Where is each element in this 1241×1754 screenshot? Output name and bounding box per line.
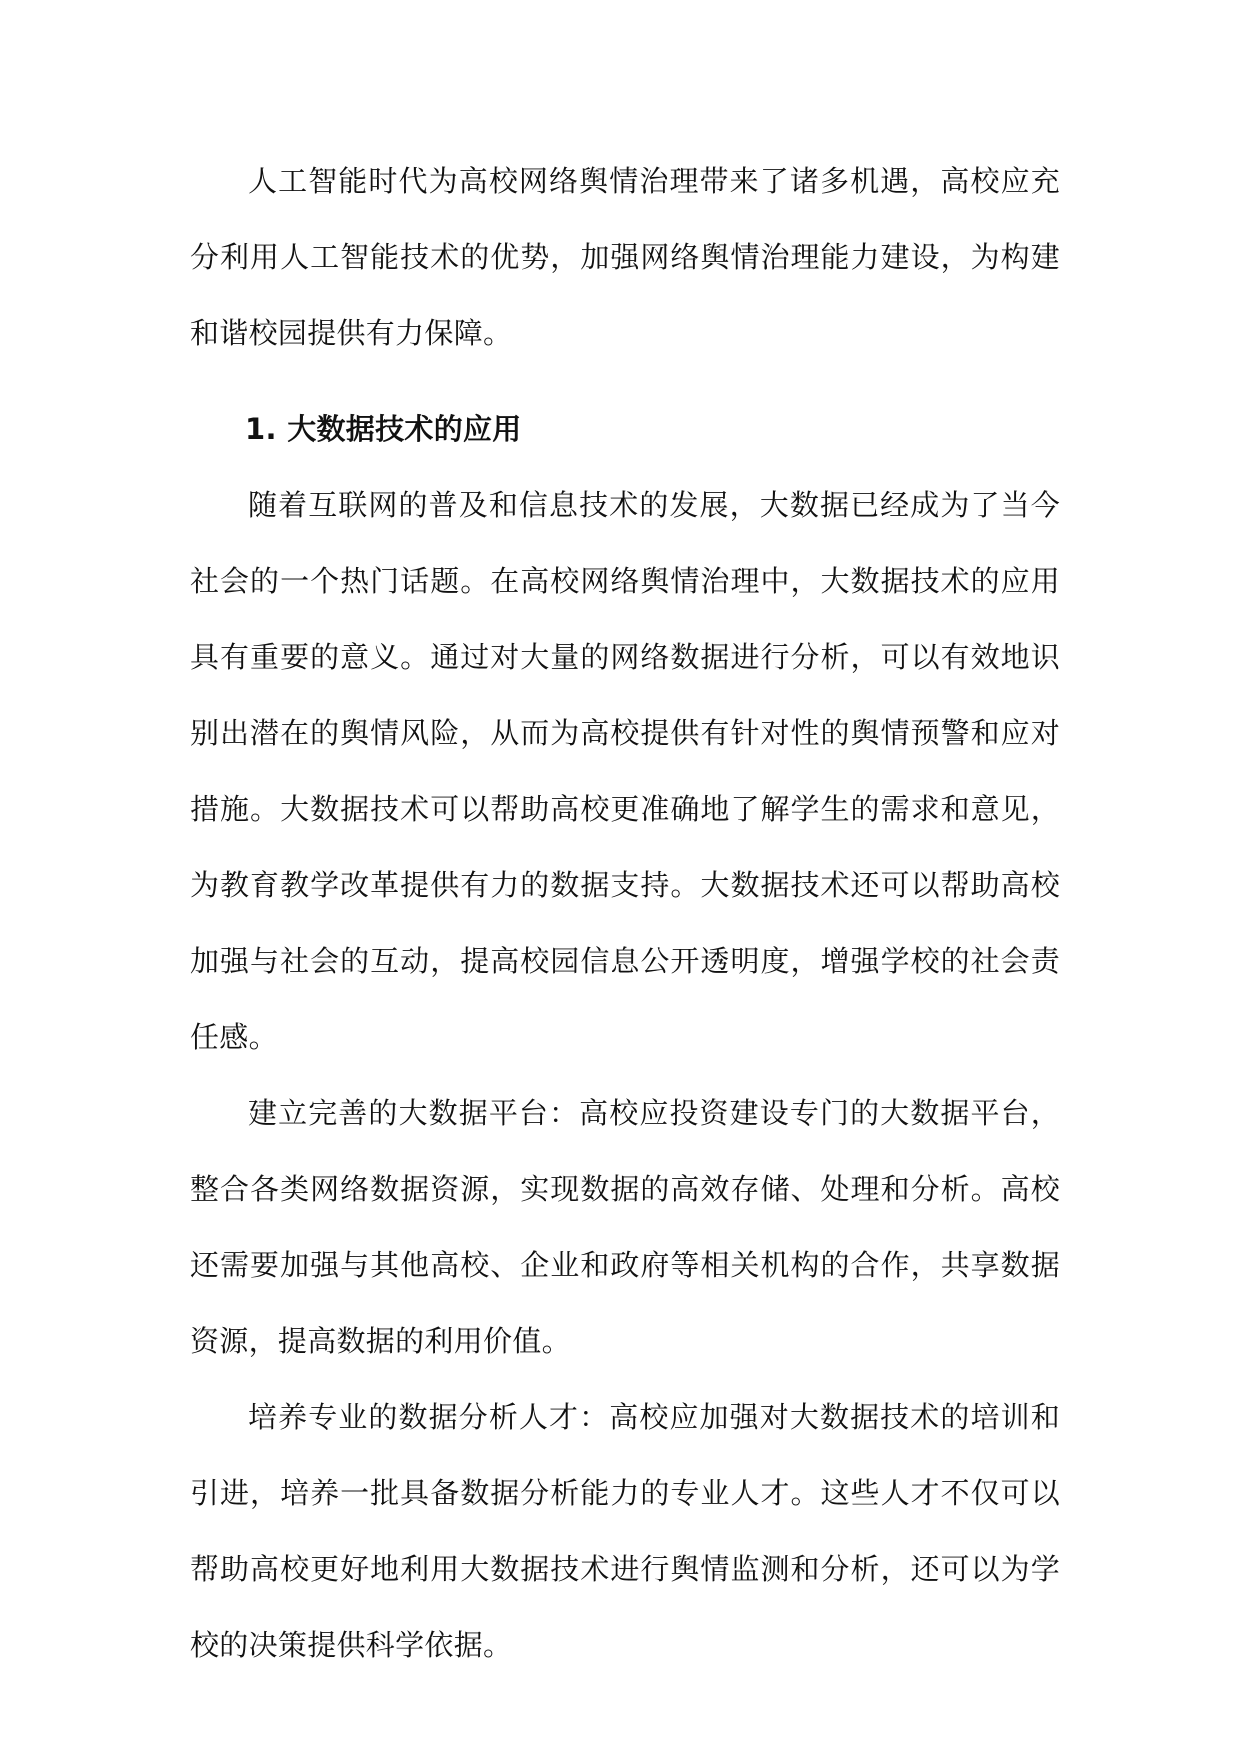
intro-paragraph: 人工智能时代为高校网络舆情治理带来了诸多机遇，高校应充分利用人工智能技术的优势，加强网络舆情治理能力建设，为构建和谐校园提供有力保障。 <box>190 164 1060 350</box>
body-paragraph-2: 建立完善的大数据平台：高校应投资建设专门的大数据平台，整合各类网络数据资源，实现数据的高效存储、处理和分析。高校还需要加强与其他高校、企业和政府等相关机构的合作，共享数据资源，提高数据的利用价值。 <box>190 1096 1060 1358</box>
document-body <box>190 143 1060 1683</box>
body-paragraph-3: 培养专业的数据分析人才：高校应加强对大数据技术的培训和引进，培养一批具备数据分析能力的专业人才。这些人才不仅可以帮助高校更好地利用大数据技术进行舆情监测和分析，还可以为学校的决策提供科学依据。 <box>190 1400 1060 1662</box>
section-heading: 1. 大数据技术的应用 <box>245 412 522 446</box>
body-paragraph-1: 随着互联网的普及和信息技术的发展，大数据已经成为了当今社会的一个热门话题。在高校网络舆情治理中，大数据技术的应用具有重要的意义。通过对大量的网络数据进行分析，可以有效地识别出潜在的舆情风险，从而为高校提供有针对性的舆情预警和应对措施。大数据技术可以帮助高校更准确地了解学生的需求和意见，为教育教学改革提供有力的数据支持。大数据技术还可以帮助高校加强与社会的互动，提高校园信息公开透明度，增强学校的社会责任感。 <box>190 488 1060 1054</box>
